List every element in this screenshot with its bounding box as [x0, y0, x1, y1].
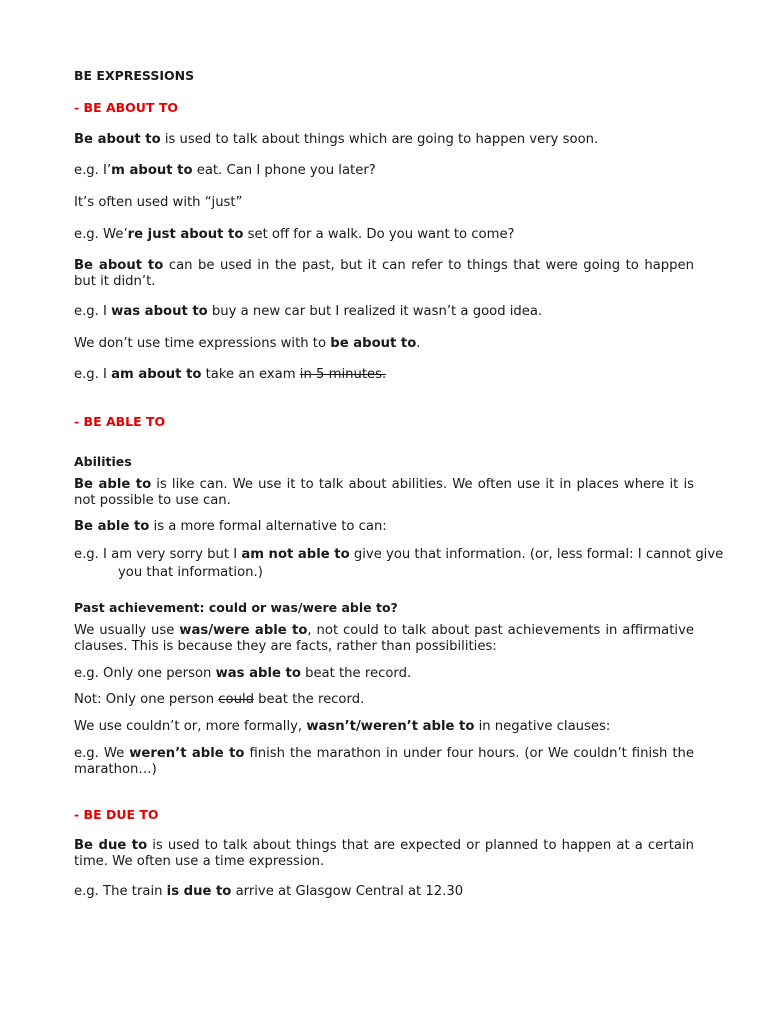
- key-phrase: was/were able to: [179, 623, 308, 638]
- section-heading-be-about-to: - BE ABOUT TO: [74, 100, 178, 115]
- text: is a more formal alternative to can:: [149, 519, 387, 534]
- section-heading-be-due-to: - BE DUE TO: [74, 807, 159, 822]
- text: is used to talk about things which are going to happen very soon.: [160, 132, 599, 147]
- text: is like can. We use it to talk about abilities. We often use it in places where it is not possible to use can.: [74, 477, 694, 508]
- example: [74, 746, 694, 778]
- paragraph: [74, 258, 694, 290]
- text: give you that information. (or, less formal: I cannot give: [349, 547, 724, 562]
- example: [74, 304, 694, 320]
- paragraph: [74, 336, 694, 352]
- text: can be used in the past, but it can refer to things that were going to happen but it didn’t.: [74, 258, 695, 289]
- document-title: BE EXPRESSIONS: [74, 68, 195, 83]
- key-phrase: Be about to: [74, 258, 164, 273]
- text: Not: Only one person: [74, 692, 219, 707]
- subheading: Abilities: [74, 454, 132, 469]
- text: e.g. I: [74, 304, 112, 319]
- text: eat. Can I phone you later?: [192, 163, 376, 178]
- text: is used to talk about things that are expected or planned to happen at a certain time. We often use a time expression.: [74, 838, 694, 869]
- key-phrase: am about to: [111, 367, 202, 382]
- struck-text: could: [218, 692, 254, 707]
- text: finish the marathon in under four hours. (or We couldn’t finish the marathon…): [74, 746, 694, 777]
- example-continuation: you that information.): [118, 565, 263, 580]
- example: [74, 227, 694, 243]
- paragraph: [74, 132, 694, 148]
- paragraph: [74, 519, 694, 535]
- text: take an exam: [201, 367, 300, 382]
- text: e.g. The train: [74, 884, 167, 899]
- text: in negative clauses:: [474, 719, 611, 734]
- text: buy a new car but I realized it wasn’t a good idea.: [207, 304, 543, 319]
- key-phrase: Be able to: [74, 519, 150, 534]
- text: e.g. I: [74, 367, 112, 382]
- text: e.g. Only one person: [74, 666, 216, 681]
- text: set off for a walk. Do you want to come?: [243, 227, 515, 242]
- example: [74, 884, 694, 900]
- key-phrase: was able to: [215, 666, 301, 681]
- example: [74, 163, 694, 179]
- text: arrive at Glasgow Central at 12.30: [231, 884, 464, 899]
- struck-text: in 5 minutes.: [299, 367, 387, 382]
- text: e.g. I’: [74, 163, 112, 178]
- key-phrase: is due to: [166, 884, 232, 899]
- key-phrase: Be about to: [74, 132, 161, 147]
- paragraph: [74, 838, 694, 870]
- text: We don’t use time expressions with to: [74, 336, 331, 351]
- text: e.g. We’: [74, 227, 128, 242]
- text: beat the record.: [253, 692, 365, 707]
- text: , not could to talk about past achievements in affirmative clauses. This is because they are facts, rather than possibilities:: [74, 623, 694, 654]
- key-phrase: re just about to: [127, 227, 244, 242]
- example: [74, 367, 694, 383]
- text: We usually use: [74, 623, 180, 638]
- key-phrase: was about to: [111, 304, 208, 319]
- text: e.g. We: [74, 746, 130, 761]
- text: e.g. I am very sorry but I: [74, 547, 242, 562]
- key-phrase: am not able to: [241, 547, 350, 562]
- key-phrase: wasn’t/weren’t able to: [306, 719, 475, 734]
- example: [74, 666, 694, 682]
- example: [74, 547, 724, 563]
- text: .: [416, 336, 421, 351]
- section-heading-be-able-to: - BE ABLE TO: [74, 414, 166, 429]
- text: beat the record.: [300, 666, 412, 681]
- key-phrase: m about to: [111, 163, 193, 178]
- text: We use couldn’t or, more formally,: [74, 719, 307, 734]
- key-phrase: weren’t able to: [129, 746, 245, 761]
- subheading: Past achievement: could or was/were able to?: [74, 600, 398, 615]
- key-phrase: Be able to: [74, 477, 152, 492]
- paragraph: [74, 477, 694, 509]
- paragraph: [74, 719, 694, 735]
- paragraph: [74, 692, 694, 708]
- key-phrase: be about to: [330, 336, 417, 351]
- paragraph: [74, 623, 694, 655]
- key-phrase: Be due to: [74, 838, 148, 853]
- paragraph: It’s often used with “just”: [74, 195, 243, 210]
